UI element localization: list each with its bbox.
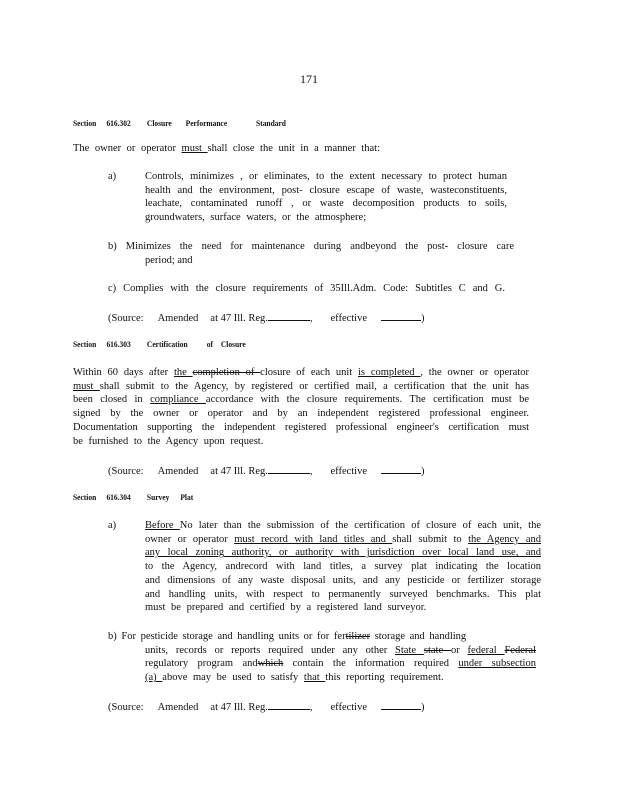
closure-item-b: b) Minimizes the need for maintenance during andbeyond the post- closure care period; and [108,241,514,266]
reg-blank [268,699,310,710]
certification-paragraph: Within 60 days after the completion of closure of each unit is completed , the owner or operator must shall submit to the Agency, by registered or certified mail, a certification that the unit has been closed in compliance accordance with the closure requirements. The certification must be signed by the owner or operator and by an independent registered professional engineer. Documentation supporting the independent registered professional engineer's certification must be furnished to the Agency upon request. [73,367,529,447]
closure-item-a: Controls, minimizes , or eliminates, to the extent necessary to protect human health and the environment, post- closure escape of waste, wasteconstituents, leachate, contaminated runoff , or waste decomposition products to soils, groundwaters, surface waters, or the atmosphere; [145,171,507,224]
section-heading-616-303: Section 616.303 Certification of Closure [73,339,246,349]
item-label-a: a) [108,520,117,531]
source-note-616-303: (Source: Amended at 47 Ill. Reg. , effective ) [108,463,425,477]
effective-blank [381,699,421,710]
survey-plat-item-b: b) For pesticide storage and handling units or for fertilizer storage and handling units, records or reports required under any other State state or federal Federal regulatory program andwhich contain the information required under subsection (a) above may be used to satisfy that this reporting requirement. [108,631,536,684]
item-label-a: a) [108,171,117,182]
effective-blank [381,310,421,321]
reg-blank [268,310,310,321]
source-note-616-302: (Source: Amended at 47 Ill. Reg. , effective ) [108,310,425,324]
section-heading-616-302: Section 616.302 Closure Performance Standard [73,118,286,128]
page-number: 171 [300,72,318,86]
section-heading-616-304: Section 616.304 Survey Plat [73,492,194,502]
reg-blank [268,463,310,474]
source-note-616-304: (Source: Amended at 47 Ill. Reg. , effective ) [108,699,425,713]
survey-plat-item-a: Before No later than the submission of the certification of closure of each unit, the owner or operator must record with land titles and shall submit to the Agency and any local zoning authority, or authority with jurisdiction over local land use, and to the Agency, andrecord with land titles, a survey plat indicating the location and dimensions of any waste disposal units, and any pesticide or fertilizer storage and handling units, with respect to permanently surveyed benchmarks. This plat must be prepared and certified by a registered land surveyor. [145,520,542,614]
closure-item-c: c) Complies with the closure requirements of 35Ill.Adm. Code: Subtitles C and G. [108,283,505,294]
effective-blank [381,463,421,474]
closure-standard-intro: The owner or operator must shall close the unit in a manner that: [73,143,381,154]
